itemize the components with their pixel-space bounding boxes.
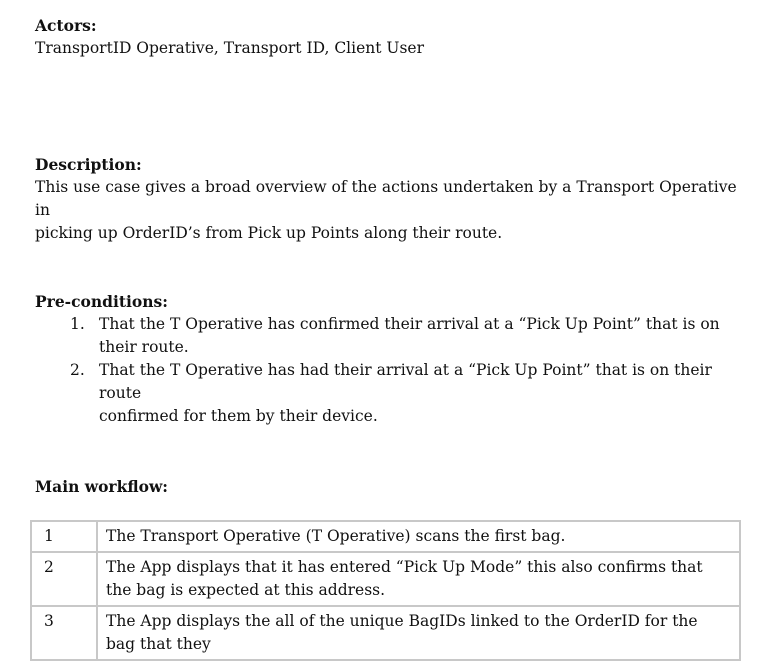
step-number: 2 bbox=[31, 552, 97, 606]
actors-heading: Actors: bbox=[35, 16, 97, 35]
description-line-2: picking up OrderID’s from Pick up Points along their route. bbox=[35, 224, 503, 242]
table-row bbox=[31, 521, 740, 552]
preconditions-heading: Pre-conditions: bbox=[35, 292, 168, 311]
step-text: The App displays that it has entered “Pick Up Mode” this also confirms that the bag is expected at this address. bbox=[97, 552, 740, 606]
actors-section bbox=[35, 14, 750, 60]
table-row bbox=[31, 606, 740, 660]
actors-text: TransportID Operative, Transport ID, Client User bbox=[35, 39, 424, 57]
main-workflow-table bbox=[30, 520, 741, 661]
step-number: 3 bbox=[31, 606, 97, 660]
precondition-text: That the T Operative has had their arrival at a “Pick Up Point” that is on their route bbox=[99, 361, 712, 402]
step-number: 1 bbox=[31, 521, 97, 552]
main-workflow-section bbox=[35, 475, 750, 498]
precondition-text-continued: confirmed for them by their device. bbox=[99, 407, 378, 425]
preconditions-list bbox=[35, 313, 750, 428]
precondition-number: 2. bbox=[70, 361, 85, 379]
precondition-number: 1. bbox=[70, 315, 85, 333]
precondition-text: That the T Operative has confirmed their arrival at a “Pick Up Point” that is on their route. bbox=[99, 315, 720, 356]
step-text: The Transport Operative (T Operative) scans the first bag. bbox=[97, 521, 740, 552]
main-workflow-heading: Main workflow: bbox=[35, 477, 169, 496]
step-text: The App displays the all of the unique BagIDs linked to the OrderID for the bag that they bbox=[97, 606, 740, 660]
description-section bbox=[35, 153, 750, 245]
description-line-1: This use case gives a broad overview of the actions undertaken by a Transport Operative in bbox=[35, 178, 737, 219]
description-heading: Description: bbox=[35, 155, 142, 174]
preconditions-section bbox=[35, 290, 750, 428]
precondition-item bbox=[35, 313, 750, 359]
precondition-item bbox=[35, 359, 750, 428]
table-row bbox=[31, 552, 740, 606]
